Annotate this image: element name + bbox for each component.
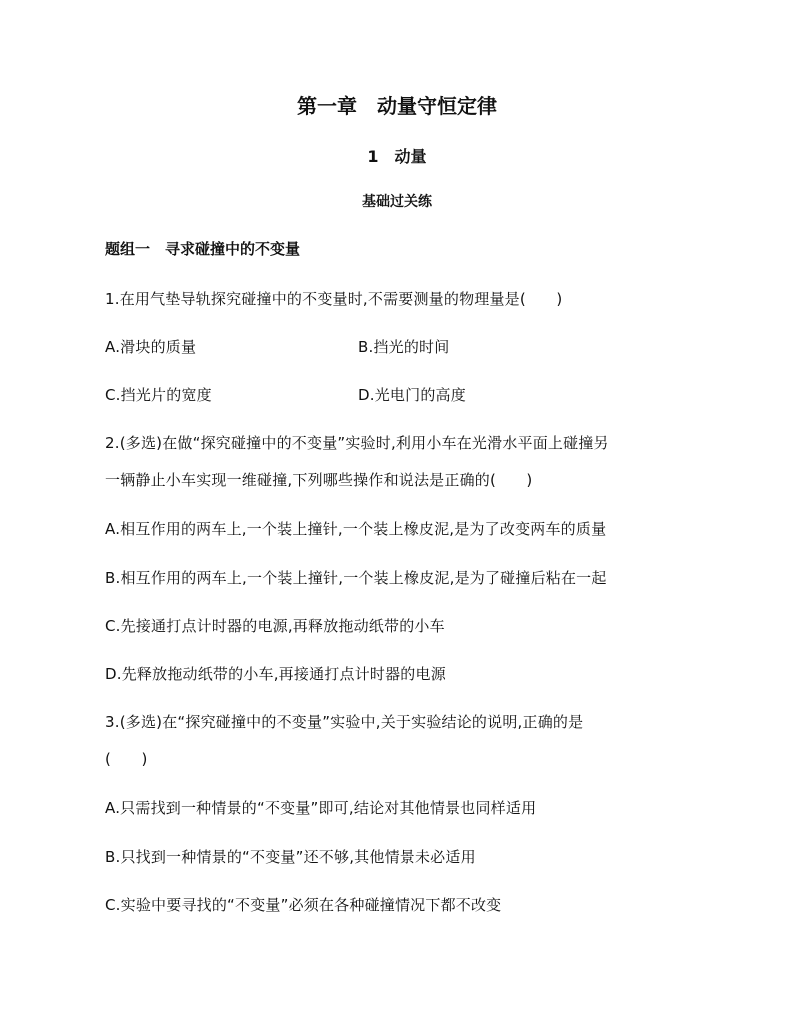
- q2-option-b: B.相互作用的两车上,一个装上撞针,一个装上橡皮泥,是为了碰撞后粘在一起: [105, 569, 607, 587]
- q1-option-d: D.光电门的高度: [358, 386, 466, 404]
- q2-option-c: C.先接通打点计时器的电源,再释放拖动纸带的小车: [105, 617, 445, 635]
- chapter-title: 第一章 动量守恒定律: [297, 94, 497, 118]
- q3-option-c: C.实验中要寻找的“不变量”必须在各种碰撞情况下都不改变: [105, 896, 502, 914]
- q3-option-b: B.只找到一种情景的“不变量”还不够,其他情景未必适用: [105, 848, 476, 866]
- q2-stem-line2: 一辆静止小车实现一维碰撞,下列哪些操作和说法是正确的( ): [105, 471, 533, 489]
- q1-option-a: A.滑块的质量: [105, 338, 197, 356]
- q2-option-d: D.先释放拖动纸带的小车,再接通打点计时器的电源: [105, 665, 446, 683]
- practice-label: 基础过关练: [362, 194, 432, 210]
- section-title: 1 动量: [367, 147, 427, 166]
- group-title: 题组一 寻求碰撞中的不变量: [105, 240, 301, 258]
- q2-stem-line1: 2.(多选)在做“探究碰撞中的不变量”实验时,利用小车在光滑水平面上碰撞另: [105, 434, 609, 452]
- q1-option-c: C.挡光片的宽度: [105, 386, 212, 404]
- q1-option-b: B.挡光的时间: [358, 338, 450, 356]
- q3-option-a: A.只需找到一种情景的“不变量”即可,结论对其他情景也同样适用: [105, 799, 537, 817]
- q3-stem-line1: 3.(多选)在“探究碰撞中的不变量”实验中,关于实验结论的说明,正确的是: [105, 713, 584, 731]
- q2-option-a: A.相互作用的两车上,一个装上撞针,一个装上橡皮泥,是为了改变两车的质量: [105, 520, 607, 538]
- q3-stem-line2: ( ): [105, 750, 148, 768]
- q1-stem: 1.在用气垫导轨探究碰撞中的不变量时,不需要测量的物理量是( ): [105, 290, 563, 308]
